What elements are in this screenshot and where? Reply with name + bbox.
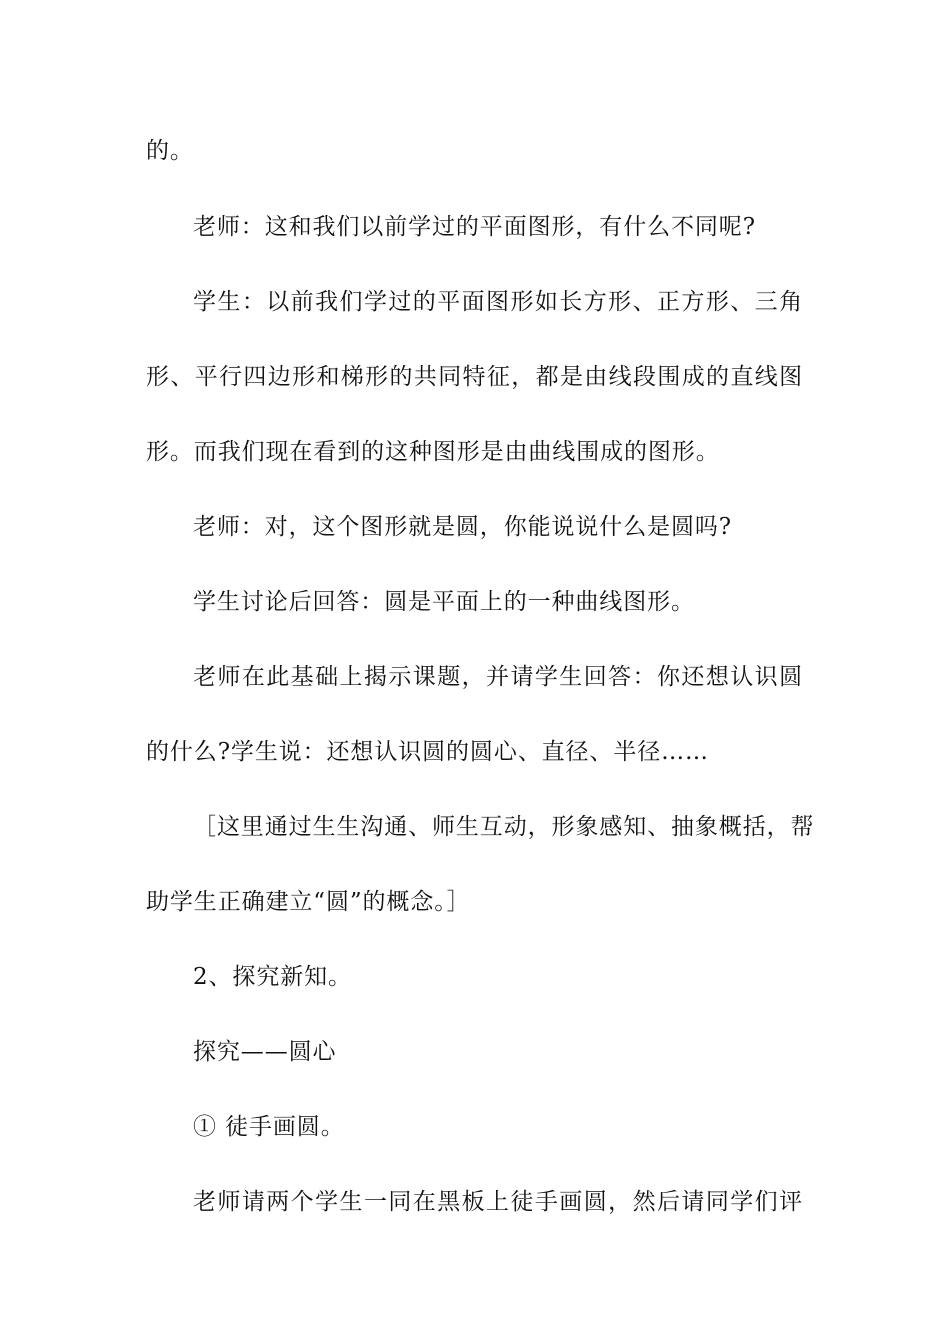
text-line-11: 助学生正确建立“圆”的概念。］ [146, 889, 471, 915]
text-line-2: 老师：这和我们以前学过的平面图形，有什么不同呢? [193, 214, 756, 240]
text-line-8: 老师在此基础上揭示课题，并请学生回答：你还想认识圆 [193, 664, 803, 690]
text-line-12: 2、探究新知。 [193, 964, 352, 990]
text-line-13: 探究——圆心 [193, 1039, 337, 1065]
text-line-5: 形。而我们现在看到的这种图形是由曲线围成的图形。 [146, 439, 720, 465]
text-line-7: 学生讨论后回答：圆是平面上的一种曲线图形。 [193, 589, 695, 615]
text-line-6: 老师：对，这个图形就是圆，你能说说什么是圆吗? [193, 514, 733, 540]
text-line-4: 形、平行四边形和梯形的共同特征，都是由线段围成的直线图 [146, 364, 803, 390]
text-line-9: 的什么?学生说：还想认识圆的圆心、直径、半径…… [146, 739, 709, 765]
text-line-3: 学生：以前我们学过的平面图形如长方形、正方形、三角 [193, 289, 803, 315]
text-line-14: ① 徒手画圆。 [193, 1114, 345, 1140]
text-line-10: ［这里通过生生沟通、师生互动，形象感知、抽象概括，帮 [193, 814, 815, 840]
text-line-15: 老师请两个学生一同在黑板上徒手画圆，然后请同学们评 [193, 1189, 803, 1215]
text-line-1: 的。 [146, 138, 194, 164]
